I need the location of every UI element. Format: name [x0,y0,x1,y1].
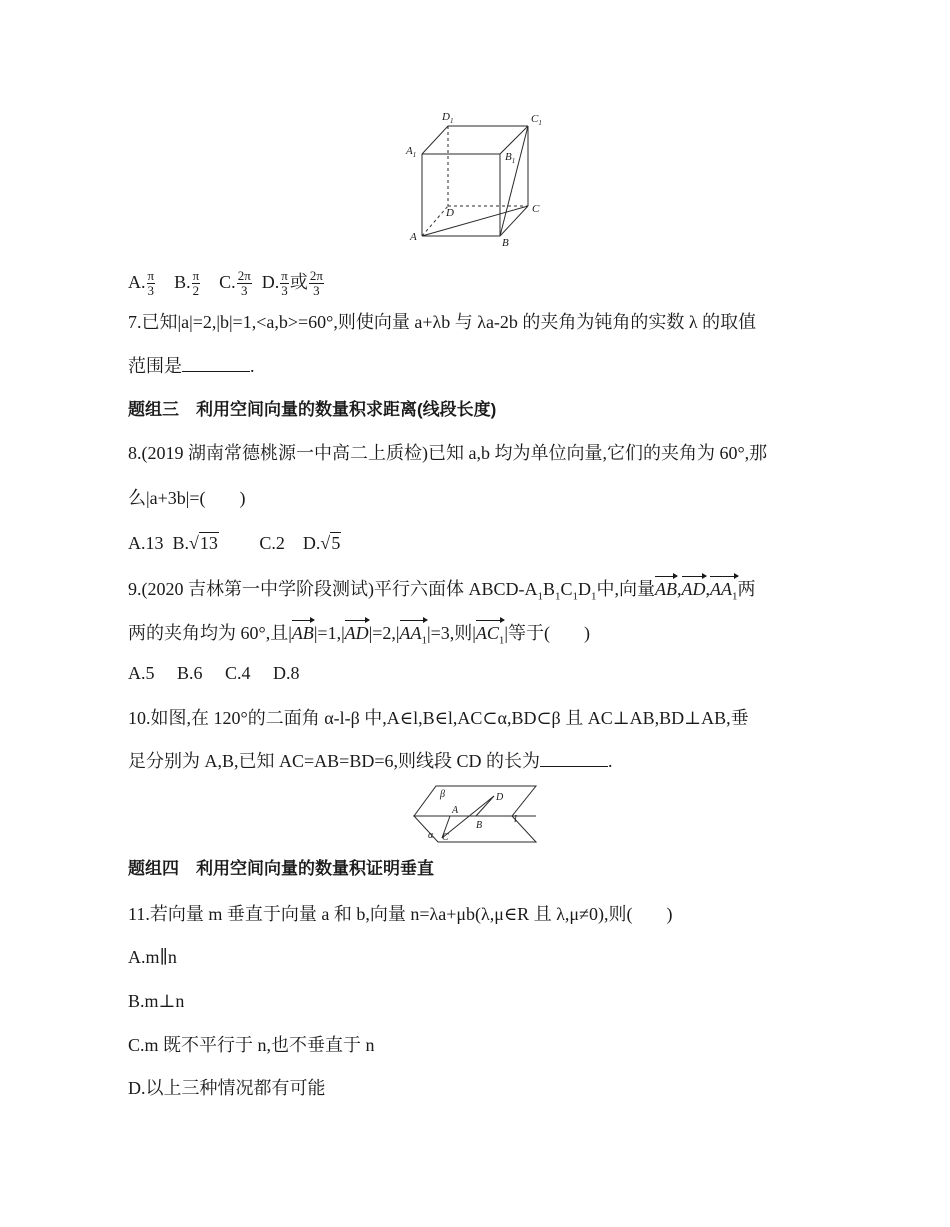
label-l: l [514,814,517,825]
label-c: C [532,203,540,215]
q9-options: A.5 B.6 C.4 D.8 [128,663,300,683]
q11-option-d: D.以上三种情况都有可能 [128,1078,326,1098]
answer-blank [540,750,608,767]
label-beta: β [440,789,445,800]
label-a: A [410,231,417,243]
label-c: C [442,832,449,843]
q8-line2: 么|a+3b|=( ) [128,488,246,508]
q11-option-c: C.m 既不平行于 n,也不垂直于 n [128,1035,375,1055]
label-b: B [476,820,483,831]
q10-line2: 足分别为 A,B,已知 AC=AB=BD=6,则线段 CD 的长为 . [128,751,613,771]
q11-stem: 11.若向量 m 垂直于向量 a 和 b,向量 n=λa+μb(λ,μ∈R 且 λ,μ≠0),则( ) [128,904,673,924]
section-heading-4: 题组四 利用空间向量的数量积证明垂直 [128,859,434,878]
q6-options: A. $\frac{\pi}{3}$ B. $\frac{\pi}{2}$ C. $\frac{2\pi}{3}$ D. $\frac{\pi}{3}$ 或 $\frac{2\pi}{3}$ [128,268,323,299]
q8-line1: 8.(2019 湖南常德桃源一中高二上质检)已知 a,b 均为单位向量,它们的夹角为 60°,那 [128,443,768,463]
label-b: B [502,237,509,249]
dihedral-figure [412,782,538,846]
section-heading-3: 题组三 利用空间向量的数量积求距离(线段长度) [128,400,497,419]
q8-options: A.13 B.√13 C.2 D.√5 [128,533,341,553]
label-alpha: α [428,830,434,841]
q9-line1: 9.(2020 吉林第一中学阶段测试)平行六面体 ABCD-$A_1B_1C_1D_1$中,向量$AB,AD,AA_1$两 [128,575,756,609]
q10-line1: 10.如图,在 120°的二面角 α-l-β 中,A∈l,B∈l,AC⊂α,BD⊂β 且 AC⊥AB,BD⊥AB,垂 [128,708,749,728]
q7-line2: 范围是 . [128,356,255,376]
label-a1: $A_1$ [406,145,417,159]
label-b1: $B_1$ [505,151,516,165]
label-c1: $C_1$ [531,113,542,127]
label-d: D [446,207,454,219]
label-d1: $D_1$ [442,111,454,125]
label-a: A [452,805,459,816]
answer-blank [182,355,250,372]
q7-line1: 7.已知|a|=2,|b|=1,<a,b>=60°,则使向量 a+λb 与 λa-2b 的夹角为钝角的实数 λ 的取值 [128,312,757,332]
label-d: D [496,792,504,803]
q9-line2: 两的夹角均为 60°,且$|AB|=1,|AD|=2,|AA_1|=3$,则$|AC_1|$等于( ) [128,619,590,653]
q11-option-a: A.m∥n [128,947,177,967]
q11-option-b: B.m⊥n [128,991,185,1011]
cube-figure [400,108,550,250]
